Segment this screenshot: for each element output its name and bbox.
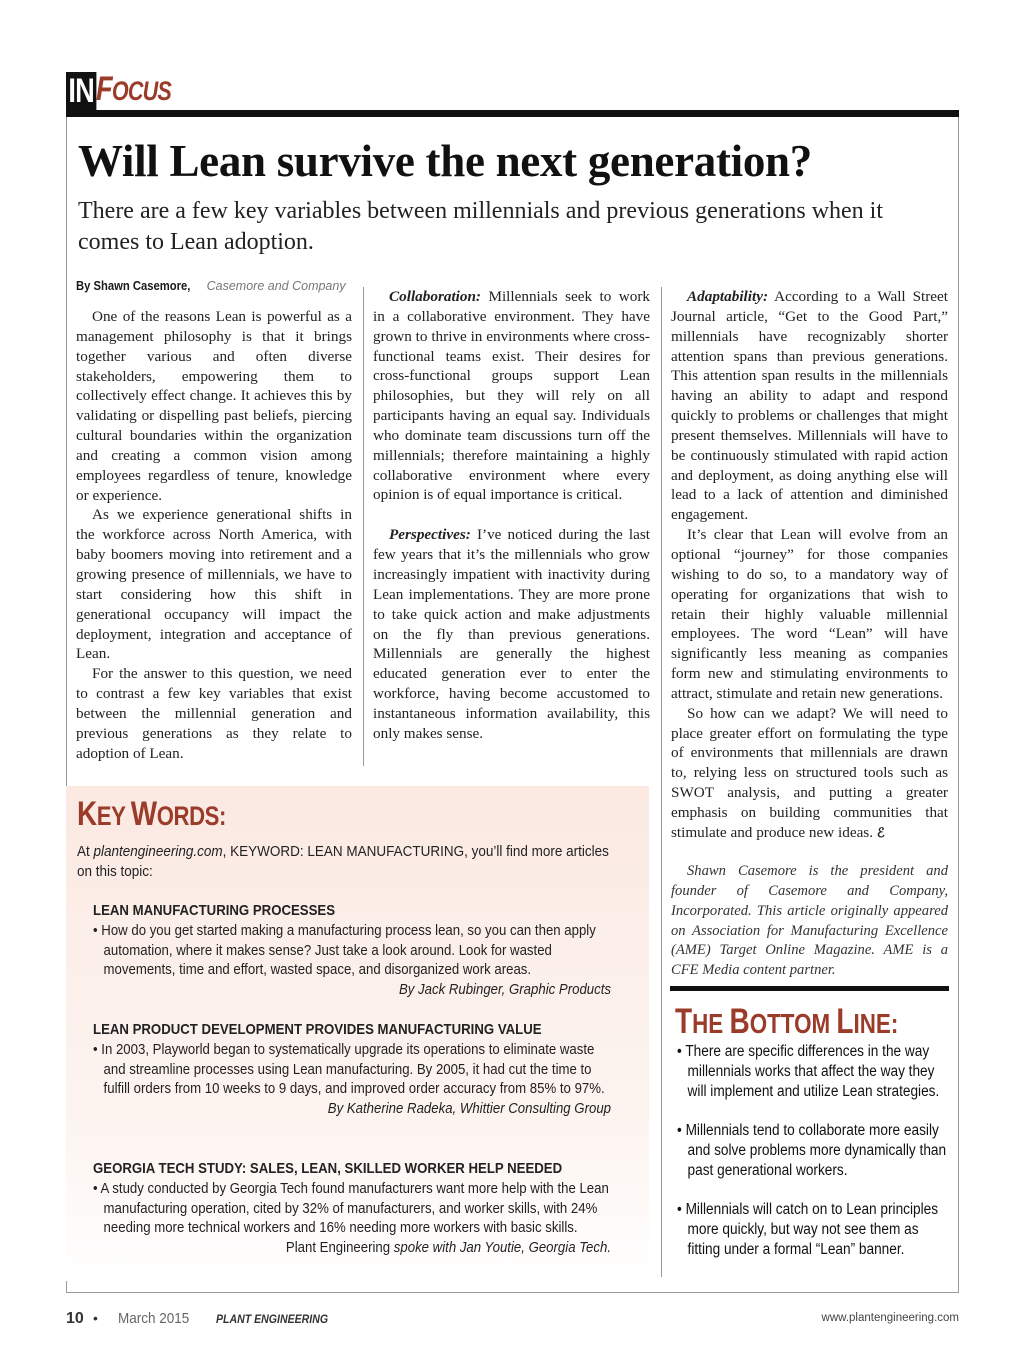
paragraph-adaptability xyxy=(671,287,948,525)
lead-collaboration: Collaboration: xyxy=(389,288,481,305)
paragraph: As we experience generational shifts in the workforce across North America, with baby boomers moving into retirement and a growing presence of millennials, we have to start considering how this shift in generational occupancy will impact the deployment, integration and acceptance of Lean. xyxy=(76,506,352,663)
publication-name: PLANT ENGINEERING xyxy=(216,1312,329,1326)
issue-date: March 2015 xyxy=(118,1310,190,1327)
keyword-article-2 xyxy=(93,1020,653,1119)
title-part: K xyxy=(77,795,97,833)
paragraph-text: So how can we adapt? We will need to place greater effort on formulating the type of environments that millennials are drawn to, relying less on structured tools such as SWOT analysis, and putting a greater emphasis on building communities that stimulate and produce new ideas. xyxy=(671,704,948,841)
article-column-3 xyxy=(671,287,948,843)
lead-perspectives: Perspectives: xyxy=(389,526,471,544)
column-rule xyxy=(661,287,662,1277)
flag-focus-initial: F xyxy=(96,70,112,108)
paragraph-text: According to a Wall Street Journal article, “Get to the Good Part,” millennials have recognizably shorter attention spans than previous generations. This attention span results in the millennials having an ability to adapt and respond quickly to problems or challenges that might present themselves. Millennials will have to be continuously stimulated with rapid action and deployment, as doing anything else will lead to a lack of attention and diminished engagement. xyxy=(671,288,948,524)
frame-bottom-rule xyxy=(66,1292,959,1293)
keywords-site-link[interactable]: plantengineering.com xyxy=(93,843,223,860)
author-plain: Plant Engineering xyxy=(285,1239,394,1257)
paragraph-text: Millennials seek to work in a collaborative environment. They have grown to thrive in environments where cross-functional teams exist. Their desires for cross-functional groups support Lean philosophies, but they will rely on all participants having an equal say. Individuals who dominate team discussions turn off the millennials; therefore maintaining a highly collaborative environment where every opinion is of equal importance is critical. xyxy=(373,288,650,504)
article-column-2 xyxy=(373,287,650,744)
title-part: INE: xyxy=(853,1008,899,1039)
end-mark-icon: ℰ xyxy=(876,824,885,840)
flag-focus-rest: OCUS xyxy=(111,76,172,106)
byline-author: By Shawn Casemore, xyxy=(76,279,191,293)
byline xyxy=(76,279,346,293)
keyword-article-text: • A study conducted by Georgia Tech found manufacturers want more help with the Lean manufacturing operation, cited by 32% of manufacturers, and worker skills, with 24% needing more technical workers and 16% needing more workers with basic skills. xyxy=(93,1179,609,1237)
list-item: • Millennials tend to collaborate more easily and solve problems more dynamically than past generational workers. xyxy=(677,1122,947,1179)
keyword-article-title[interactable]: LEAN PRODUCT DEVELOPMENT PROVIDES MANUFACTURING VALUE xyxy=(93,1021,542,1038)
keyword-article-author xyxy=(155,1238,611,1258)
paragraph: It’s clear that Lean will evolve from an optional “journey” for those companies wishing to do so, to a mandatory way of operating for organizations that wish to retain their highly valuable millennial employees. The word “Lean” will have significantly less meaning as companies form new and stimulating environments to attract, stimulate and retain new generations. xyxy=(671,526,948,702)
website-url[interactable]: www.plantengineering.com xyxy=(821,1312,959,1324)
lead-adaptability: Adaptability: xyxy=(687,288,768,305)
list-item: • There are specific differences in the way millennials works that affect the way they will implement and utilize Lean strategies. xyxy=(677,1043,940,1100)
flag-focus xyxy=(96,70,171,110)
keyword-article-1 xyxy=(93,901,653,1000)
deck: There are a few key variables between millennials and previous generations when it comes to Lean adoption. xyxy=(78,198,884,255)
keyword-article-3 xyxy=(93,1159,653,1258)
keyword-article-title[interactable]: GEORGIA TECH STUDY: SALES, LEAN, SKILLED WORKER HELP NEEDED xyxy=(93,1160,563,1177)
intro-text: , KEYWORD: LEAN MANUFACTURING, you’ll find more articles on this topic: xyxy=(77,843,609,880)
paragraph-perspectives xyxy=(373,525,650,743)
intro-text: At xyxy=(77,843,94,860)
keyword-article-text: • How do you get started making a manufacturing process lean, so you can then apply automation, where it makes sense? Just take a look around. Look for wasted movements, time and effort, wasted space, and disorganized work areas. xyxy=(93,921,596,979)
author-bio xyxy=(671,862,948,981)
title-part: B xyxy=(729,1002,750,1041)
frame-right-rule xyxy=(958,117,959,1292)
section-flag xyxy=(66,72,190,110)
author-italic: spoke with Jan Youtie, Georgia Tech. xyxy=(393,1239,611,1257)
title-part: W xyxy=(130,795,157,833)
page-number: 10 xyxy=(66,1310,84,1327)
keyword-article-author: By Katherine Radeka, Whittier Consulting Group xyxy=(327,1100,611,1118)
paragraph: One of the reasons Lean is powerful as a management philosophy is that it brings together various and often diverse stakeholders, empowering them to collectively effect change. It achieves this by validating or dispelling past beliefs, piercing cultural boundaries within the organization and creating a common vision among employees regardless of tenure, knowledge or experience. xyxy=(76,308,352,504)
headline: Will Lean survive the next generation? xyxy=(78,136,812,186)
title-part: T xyxy=(675,1002,693,1041)
title-part: ORDS: xyxy=(156,801,226,831)
keyword-article-text: • In 2003, Playworld began to systematically upgrade its operations to eliminate waste and streamline processes using Lean manufacturing. By 2005, it had cut the time to fulfill orders from 10 weeks to 9 days, and improved order accuracy from 85% to 97%. xyxy=(93,1040,605,1098)
keywords-title xyxy=(77,794,226,836)
bottom-line-rule xyxy=(670,986,949,991)
bottom-line-title xyxy=(675,1002,898,1044)
paragraph-text: I’ve noticed during the last few years that it’s the millennials who grow increasingly impatient with inactivity during Lean implementations. They are more prone to take quick action and make adjustments on the fly than previous generations. Millennials are generally the highest educated generation ever to enter the workforce, having become accustomed to instantaneous information availability, this only makes sense. xyxy=(373,526,650,742)
flag-in: IN xyxy=(66,72,96,110)
column-rule xyxy=(363,287,364,766)
paragraph xyxy=(671,704,948,843)
keyword-article-title[interactable]: LEAN MANUFACTURING PROCESSES xyxy=(93,902,336,919)
title-part: L xyxy=(836,1002,854,1041)
title-part: HE xyxy=(692,1008,730,1039)
bottom-line-list xyxy=(677,1042,947,1280)
byline-company: Casemore and Company xyxy=(206,279,346,293)
footer-separator: • xyxy=(93,1310,98,1326)
paragraph: For the answer to this question, we need to contrast a few key variables that exist between the millennial generation and previous generations as they relate to adoption of Lean. xyxy=(76,665,352,762)
article-column-1 xyxy=(76,307,352,763)
top-rule xyxy=(66,110,959,117)
title-part: EY xyxy=(96,801,131,831)
list-item: • Millennials will catch on to Lean principles more quickly, but way not see them as fitting under a formal “Lean” banner. xyxy=(677,1201,939,1258)
paragraph-collaboration xyxy=(373,287,650,505)
keyword-article-author: By Jack Rubinger, Graphic Products xyxy=(398,981,611,999)
title-part: OTTOM xyxy=(749,1008,837,1039)
keywords-intro xyxy=(77,842,647,882)
author-bio-text: Shawn Casemore is the president and founder of Casemore and Company, Incorporated. This article originally appeared on Association for Manufacturing Excellence (AME) Target Online Magazine. AME is a CFE Media content partner. xyxy=(671,863,948,979)
